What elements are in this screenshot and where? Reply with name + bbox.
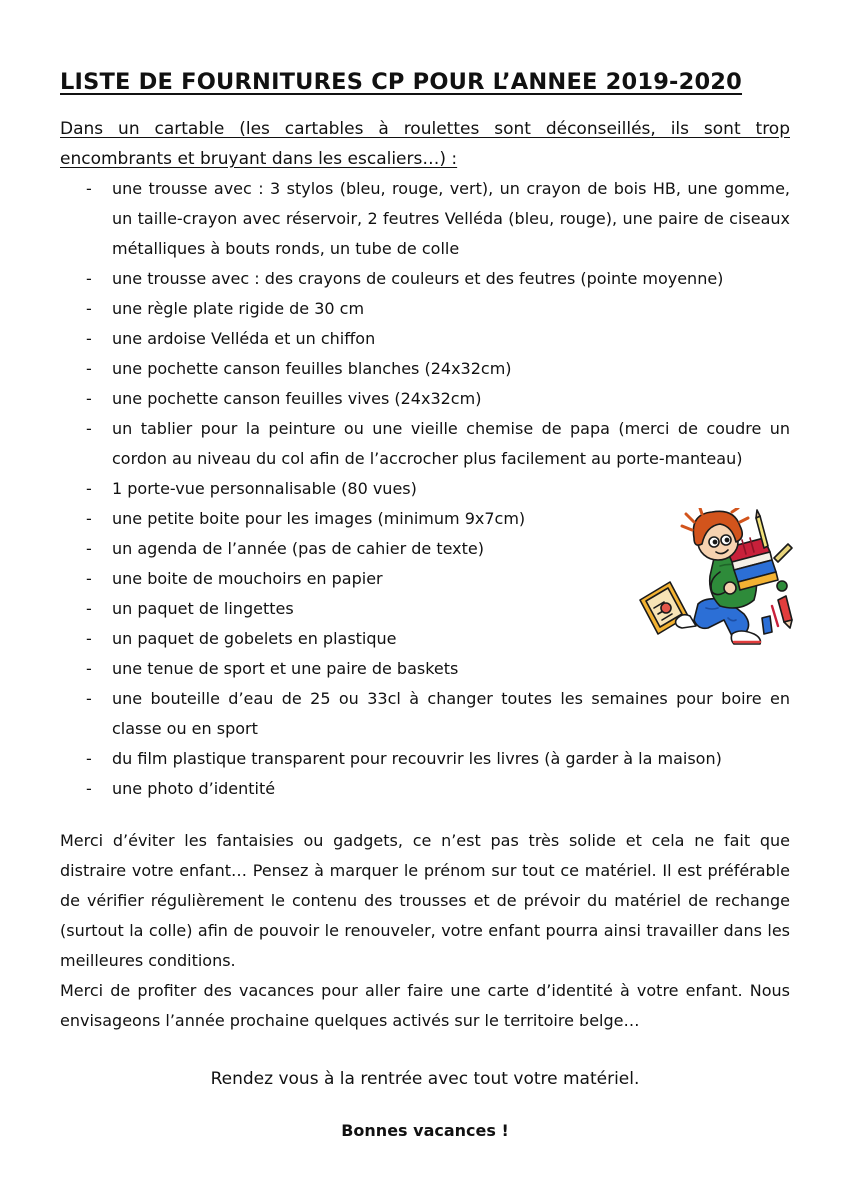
list-dash: - bbox=[86, 389, 92, 408]
list-item bbox=[60, 414, 790, 474]
list-item-text: une bouteille d’eau de 25 ou 33cl à changer toutes les semaines pour boire en classe ou en sport bbox=[112, 689, 790, 738]
list-item-text: une tenue de sport et une paire de baskets bbox=[112, 659, 459, 678]
list-item bbox=[60, 294, 790, 324]
list-item bbox=[60, 474, 790, 504]
list-item-text: une trousse avec : des crayons de couleurs et des feutres (pointe moyenne) bbox=[112, 269, 724, 288]
list-item bbox=[60, 324, 790, 354]
see-you-message: Rendez vous à la rentrée avec tout votre matériel. bbox=[210, 1069, 640, 1089]
list-dash: - bbox=[86, 569, 92, 588]
list-item-text: une règle plate rigide de 30 cm bbox=[112, 299, 365, 318]
list-item bbox=[60, 744, 790, 774]
list-dash: - bbox=[86, 269, 92, 288]
intro-text: Dans un cartable (les cartables à roulettes sont déconseillés, ils sont trop encombrants et bruyant dans les escaliers…) : bbox=[60, 119, 790, 169]
list-dash: - bbox=[86, 779, 92, 798]
list-item-text: 1 porte-vue personnalisable (80 vues) bbox=[112, 479, 417, 498]
page-title: LISTE DE FOURNITURES CP POUR L’ANNEE 2019-2020 bbox=[60, 69, 743, 95]
list-item bbox=[60, 774, 790, 804]
list-item-text: une pochette canson feuilles vives (24x32cm) bbox=[112, 389, 482, 408]
list-item-text: une petite boite pour les images (minimum 9x7cm) bbox=[112, 509, 526, 528]
signoff-message: Bonnes vacances ! bbox=[341, 1121, 509, 1140]
list-item-text: une trousse avec : 3 stylos (bleu, rouge, vert), un crayon de bois HB, une gomme, un taille-crayon avec réservoir, 2 feutres Velléda (bleu, rouge), une paire de ciseaux métalliques à bouts ronds, un tube de colle bbox=[112, 179, 790, 258]
list-item-text: une ardoise Velléda et un chiffon bbox=[112, 329, 376, 348]
list-item-text: un tablier pour la peinture ou une vieille chemise de papa (merci de coudre un cordon au niveau du col afin de l’accrocher plus facilement au porte-manteau) bbox=[112, 419, 790, 468]
cartoon-child-carrying-school-supplies-icon bbox=[636, 508, 796, 648]
list-dash: - bbox=[86, 359, 92, 378]
list-dash: - bbox=[86, 689, 92, 708]
list-dash: - bbox=[86, 599, 92, 618]
list-item-text: un paquet de gobelets en plastique bbox=[112, 629, 397, 648]
list-dash: - bbox=[86, 629, 92, 648]
list-dash: - bbox=[86, 509, 92, 528]
list-item-text: une boite de mouchoirs en papier bbox=[112, 569, 383, 588]
list-dash: - bbox=[86, 299, 92, 318]
list-dash: - bbox=[86, 179, 92, 198]
list-dash: - bbox=[86, 659, 92, 678]
list-item-text: un paquet de lingettes bbox=[112, 599, 294, 618]
list-item-text: un agenda de l’année (pas de cahier de texte) bbox=[112, 539, 484, 558]
closing-paragraph: Merci de profiter des vacances pour aller faire une carte d’identité à votre enfant. Nous envisageons l’année prochaine quelques activés sur le territoire belge… bbox=[60, 981, 790, 1030]
list-item bbox=[60, 654, 790, 684]
list-item bbox=[60, 384, 790, 414]
closing-text bbox=[60, 826, 790, 1036]
list-item bbox=[60, 684, 790, 744]
list-item-text: une photo d’identité bbox=[112, 779, 276, 798]
closing-paragraph: Merci d’éviter les fantaisies ou gadgets, ce n’est pas très solide et cela ne fait que distraire votre enfant… Pensez à marquer le prénom sur tout ce matériel. Il est préférable de vérifier régulièrement le contenu des trousses et de prévoir du matériel de rechange (surtout la colle) afin de pouvoir le renouveler, votre enfant pourra ainsi travailler dans les meilleures conditions. bbox=[60, 831, 790, 970]
list-item-text: une pochette canson feuilles blanches (24x32cm) bbox=[112, 359, 512, 378]
supply-list bbox=[60, 174, 790, 804]
list-item-text: du film plastique transparent pour recouvrir les livres (à garder à la maison) bbox=[112, 749, 722, 768]
list-item bbox=[60, 174, 790, 264]
list-dash: - bbox=[86, 539, 92, 558]
list-dash: - bbox=[86, 749, 92, 768]
list-dash: - bbox=[86, 419, 92, 438]
list-dash: - bbox=[86, 479, 92, 498]
list-item bbox=[60, 354, 790, 384]
list-dash: - bbox=[86, 329, 92, 348]
list-item bbox=[60, 264, 790, 294]
